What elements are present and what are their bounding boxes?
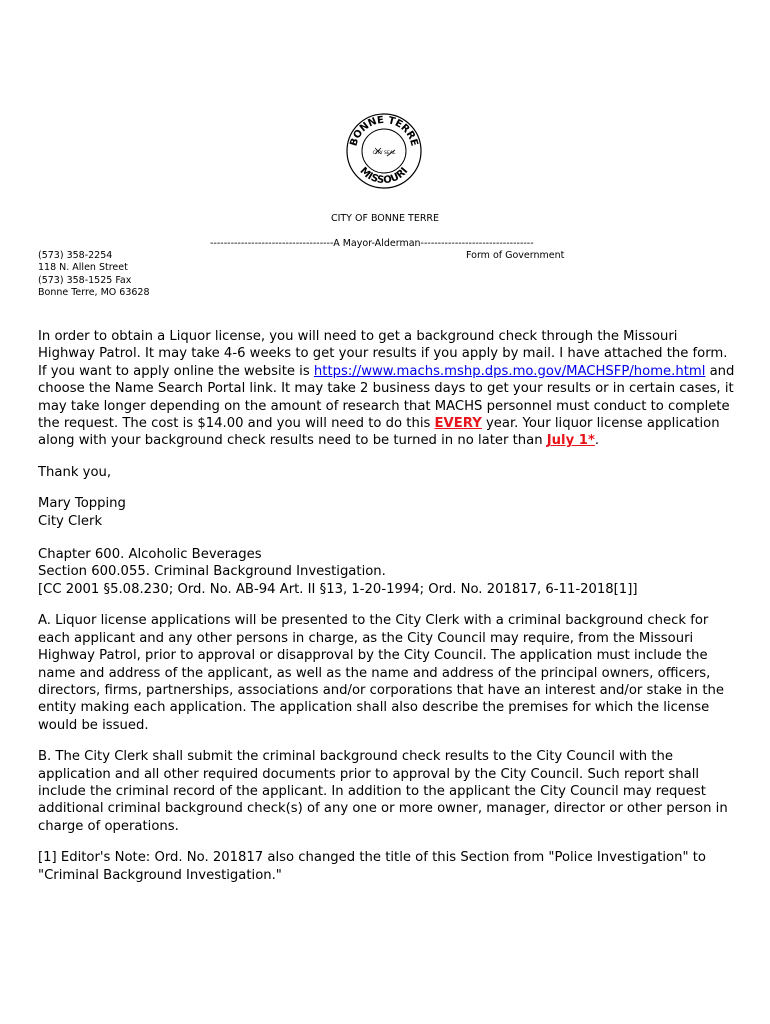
deadline-date: July 1* — [546, 433, 595, 449]
contact-block — [38, 250, 150, 300]
government-form-label: Form of Government — [466, 250, 565, 261]
signer-name: Mary Topping — [38, 496, 126, 512]
government-form-line: ------------------------------------A Mayor-Alderman--------------------------------- — [210, 238, 534, 249]
intro-text-4: . — [594, 433, 600, 449]
seal-inner-text: CITY SEAL — [372, 151, 396, 156]
intro-text-2: and choose the Name Search Portal link. It may take 2 business days to get your results or in certain cases, it may take longer depending on the amount of research that MACHS personnel must conduct to complete the request. The cost is $14.00 and you will need to do this — [38, 363, 735, 432]
city-seal-logo — [345, 112, 423, 190]
editors-note: [1] Editor's Note: Ord. No. 201817 also changed the title of this Section from "Police Investigation" to "Criminal Background Investigation." — [38, 850, 706, 883]
svg-text:BONNE TERRE — [348, 115, 419, 148]
contact-phone: (573) 358-2254 — [38, 250, 113, 261]
intro-text-3: year. Your liquor license application along with your background check results need to be turned in no later than — [38, 416, 720, 449]
intro-text-1: In order to obtain a Liquor license, you will need to get a background check through the Missouri Highway Patrol. It may take 4-6 weeks to get your results if you apply by mail. I have attached the form. If you want to apply online the website is — [38, 329, 728, 379]
seal-bottom-text: MISSOURI — [357, 165, 411, 187]
signer-title: City Clerk — [38, 513, 103, 529]
contact-city-state: Bonne Terre, MO 63628 — [38, 287, 150, 299]
section-citation: [CC 2001 §5.08.230; Ord. No. AB-94 Art. II §13, 1-20-1994; Ord. No. 201817, 6-11-2018[1]] — [38, 581, 638, 597]
letter-body — [38, 328, 738, 898]
seal-top-text: BONNE TERRE — [348, 114, 420, 148]
machs-website-link[interactable]: https://www.machs.mshp.dps.mo.gov/MACHSFP/home.html — [313, 363, 706, 379]
every-emphasis: EVERY — [434, 416, 482, 432]
section-heading: Section 600.055. Criminal Background Investigation. — [38, 564, 386, 580]
city-name-heading: CITY OF BONNE TERRE — [330, 213, 440, 224]
thanks-line: Thank you, — [38, 464, 112, 480]
contact-address: 118 N. Allen Street — [38, 262, 128, 274]
chapter-heading: Chapter 600. Alcoholic Beverages — [38, 547, 262, 563]
section-paragraph-b: B. The City Clerk shall submit the criminal background check results to the City Council with the application and all other required documents prior to approval by the City Council. Such report shall include the criminal record of the applicant. In addition to the applicant the City Council may request additional criminal background check(s) of any one or more owner, manager, director or other person in charge of operations. — [38, 749, 728, 834]
section-paragraph-a: A. Liquor license applications will be presented to the City Clerk with a criminal background check for each applicant and any other persons in charge, as the City Council may require, from the Missouri Highway Patrol, prior to approval or disapproval by the City Council. The application must include the name and address of the applicant, as well as the name and address of the principal owners, officers, directors, firms, partnerships, associations and/or corporations that have an interest and/or stake in the entity making each application. The application shall also describe the premises for which the license would be issued. — [38, 613, 724, 733]
contact-fax: (573) 358-1525 Fax — [38, 274, 132, 286]
intro-paragraph — [38, 328, 738, 450]
